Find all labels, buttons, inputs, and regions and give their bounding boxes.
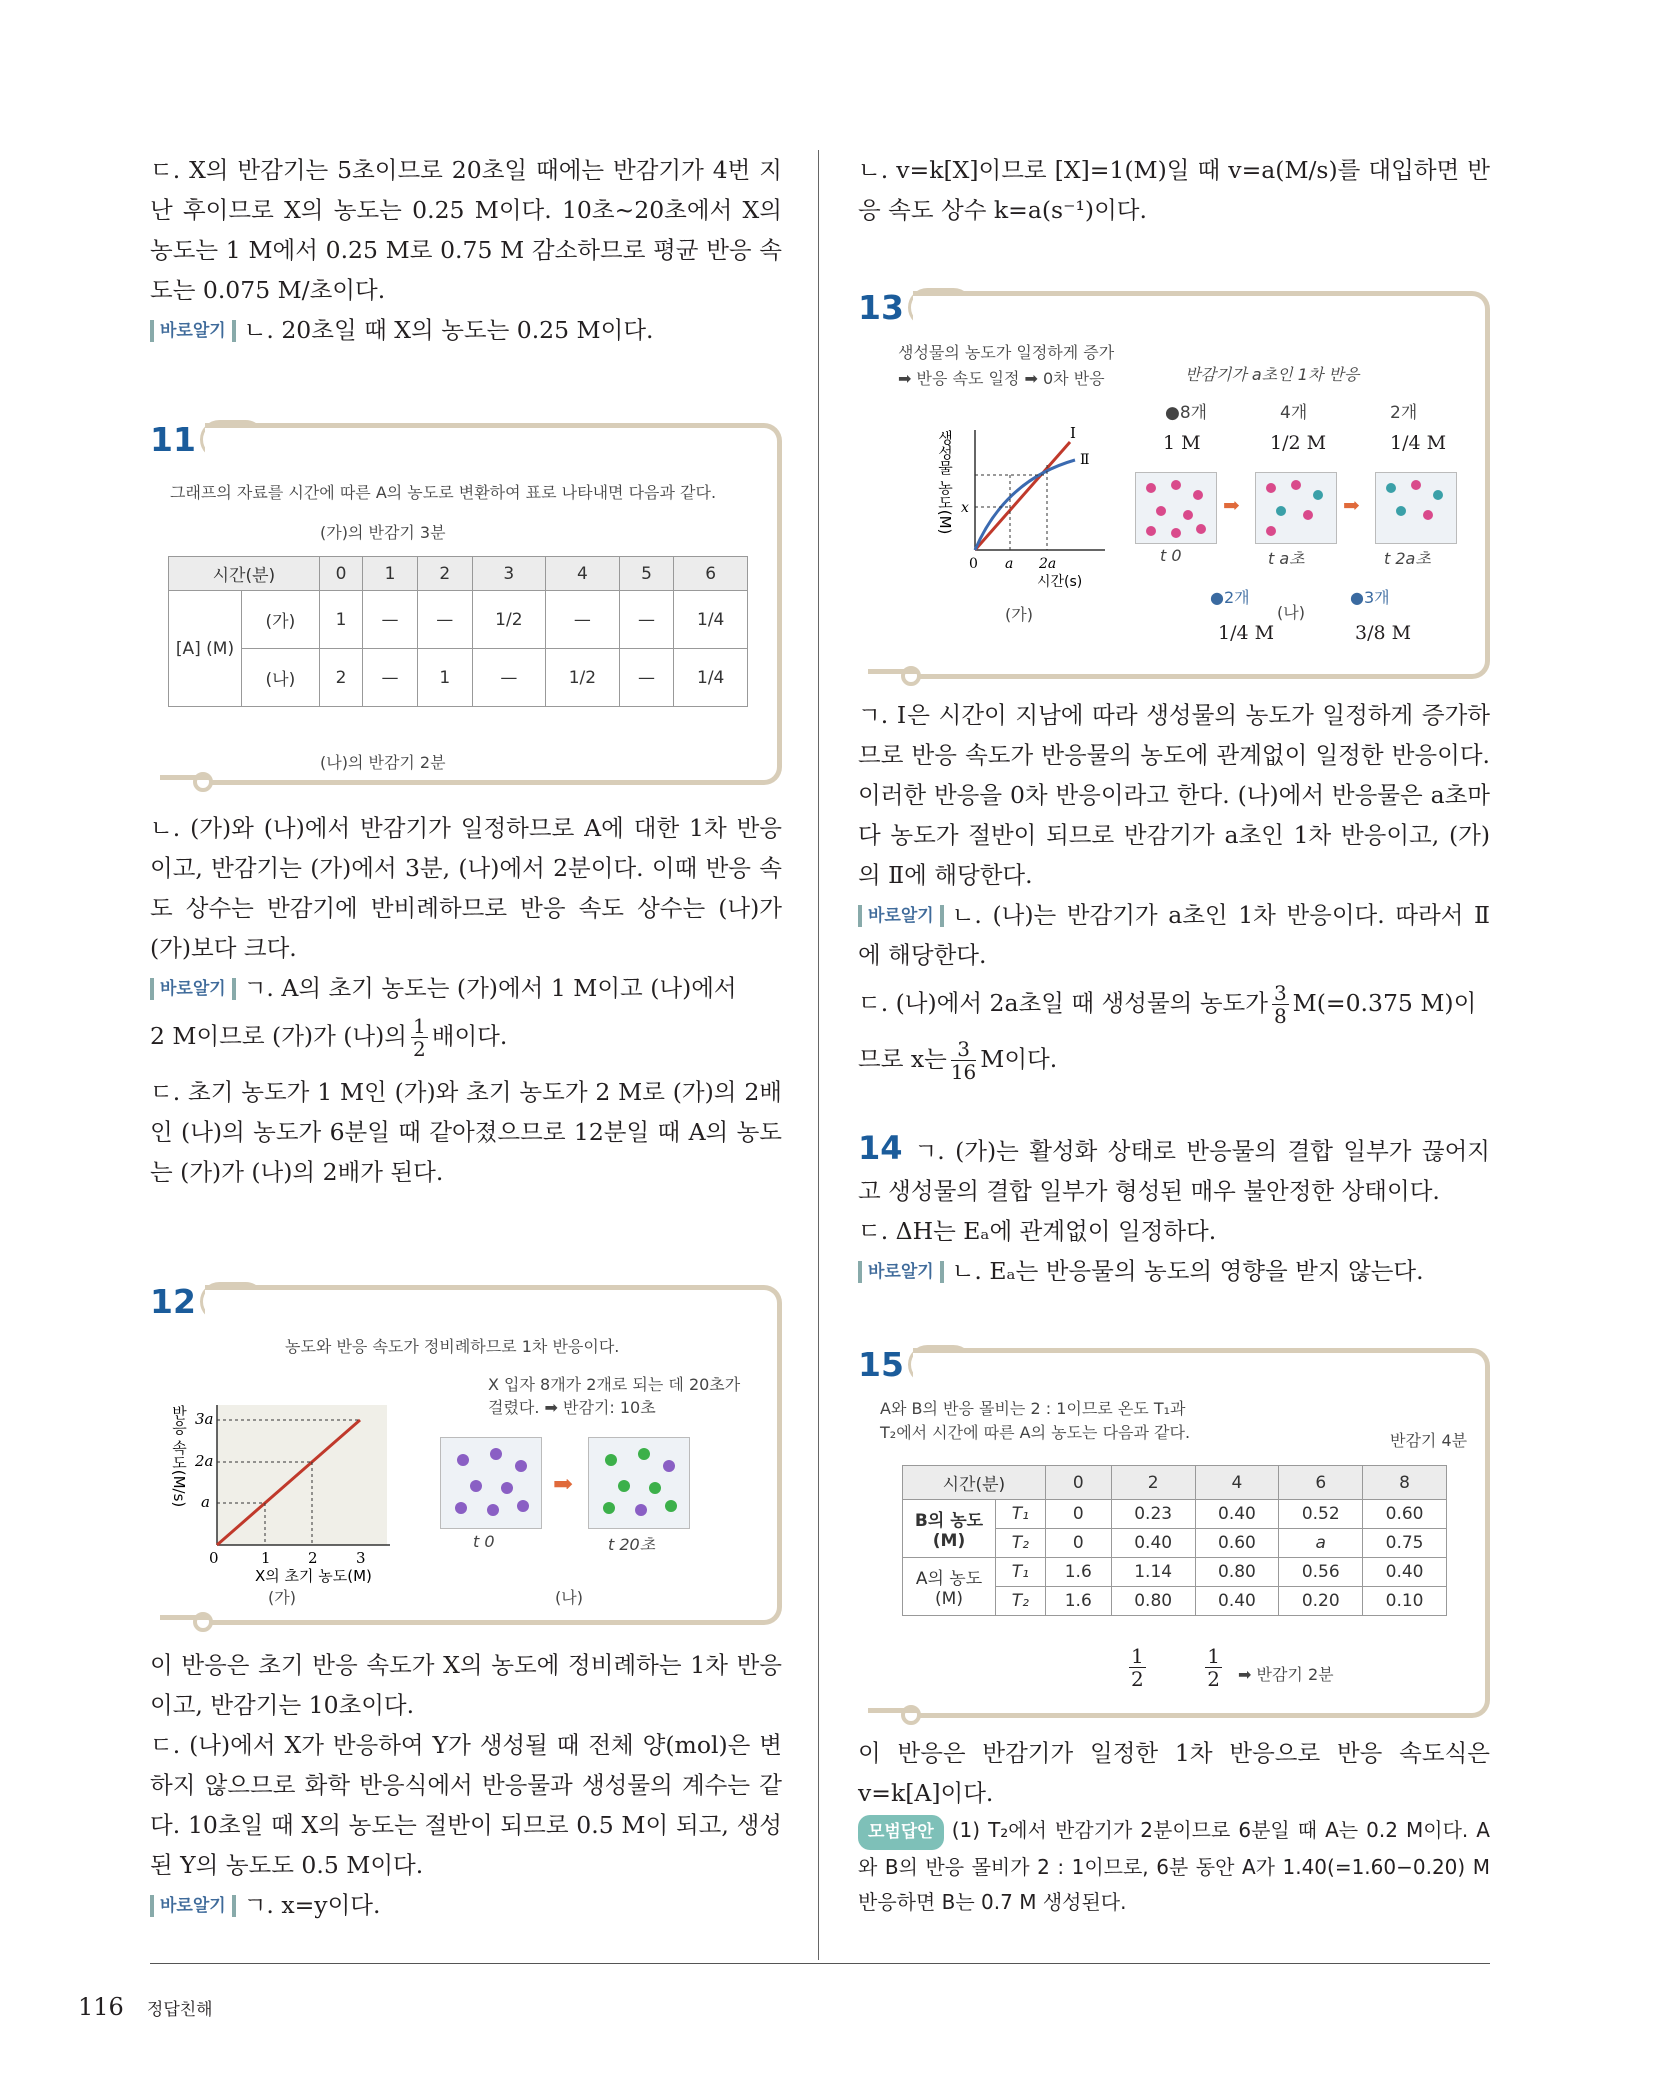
right-column xyxy=(858,150,1490,230)
answer-12-b: ㄴ. v=k[X]이므로 [X]=1(M)일 때 v=a(M/s)를 대입하면 반응 속도 상수 k=a(s⁻¹)이다. xyxy=(858,156,1490,224)
q15-table: 시간(분) 0 2 4 6 8 B의 농도(M) T₁ 0 0.23 0.40 0.52 0.60 T₂ 0 0.40 0.60 a 0.75 A의 농도(M) T₁ 1.6 1.14 0.80 0.56 0.40 T₂ 1.6 0.80 0.40 0.20 0.10 xyxy=(902,1465,1447,1616)
left-column-mid: ㄴ. (가)와 (나)에서 반감기가 일정하므로 A에 대한 1차 반응이고, 반감기는 (가)에서 3분, (나)에서 2분이다. 이때 반응 속도 상수는 반감기에 반비례하므로 반응 속도 상수는 (나)가 (가)보다 크다. 바로알기 ㄱ. A의 초기 농도는 (가)에서 1 M이고 (나)에서 2 M이므로 (가)가 (나)의 $\frac{1}{2}$ 배이다. ㄷ. 초기 농도가 1 M인 (가)와 초기 농도가 2 M로 (가)의 2배인 (나)의 농도가 6분일 때 같아졌으므로 12분일 때 A의 농도는 (가)가 (나)의 2배가 된다. xyxy=(150,808,782,1192)
q12-cap-b: (나) xyxy=(555,1588,583,1607)
q13-cap-b: (나) xyxy=(1277,603,1305,622)
q13-box-ta xyxy=(1255,472,1337,544)
q15-header: 15 xyxy=(858,1345,1069,1384)
q12-ytick: a xyxy=(201,1493,210,1511)
svg-text:a: a xyxy=(1005,556,1014,572)
q13-line-I xyxy=(975,442,1070,550)
right-column-bottom: 이 반응은 반감기가 일정한 1차 반응으로 반응 속도식은 v=k[A]이다. 모범답안 (1) T₂에서 반감기가 2분이므로 6분일 때 A는 0.2 M이다. A와 B의 반응 몰비가 2 : 1이므로, 6분 동안 A가 1.40(=1.60−0.20) M 반응하면 B는 0.7 M 생성된다. xyxy=(858,1733,1490,1920)
q12-ytick: 3a xyxy=(195,1410,214,1428)
svg-text:0: 0 xyxy=(969,556,978,572)
q13-note2: ➡ 반응 속도 일정 ➡ 0차 반응 xyxy=(898,369,1105,388)
q12-note1: 농도와 반응 속도가 정비례하므로 1차 반응이다. xyxy=(285,1337,620,1356)
q12-box-t20 xyxy=(588,1437,690,1529)
q12-xtick: 3 xyxy=(356,1549,366,1567)
q12-ylabel: 반응 속도(M/s) xyxy=(170,1405,188,1508)
q12-xtick: 0 xyxy=(209,1549,219,1567)
q13-header: 13 xyxy=(858,288,1069,327)
footer xyxy=(78,1993,213,2021)
right-column-mid: ㄱ. Ⅰ은 시간이 지남에 따라 생성물의 농도가 일정하게 증가하므로 반응 속도가 반응물의 농도에 관계없이 일정한 반응이다. 이러한 반응을 0차 반응이라고 한다. (나)에서 반응물은 a초마다 농도가 절반이 되므로 반감기가 a초인 1차 반응이고, (가)의 Ⅱ에 해당한다. 바로알기 ㄴ. (나)는 반감기가 a초인 1차 반응이다. 따라서 Ⅱ에 해당한다. ㄷ. (나)에서 2a초일 때 생성물의 농도가 $\frac{3}{8}$ M(=0.375 M)이 므로 x는 $\frac{3}{16}$ M이다. xyxy=(858,695,1490,1087)
q13-graph xyxy=(925,420,1125,600)
svg-text:Ⅰ: Ⅰ xyxy=(1070,424,1076,442)
q12-xtick: 1 xyxy=(261,1549,271,1567)
q12-ytick: 2a xyxy=(195,1452,214,1470)
svg-text:x: x xyxy=(961,500,969,516)
q12-time-0: t 0 xyxy=(473,1532,495,1551)
answer-13-a: ㄱ. Ⅰ은 시간이 지남에 따라 생성물의 농도가 일정하게 증가하므로 반응 속도가 반응물의 농도에 관계없이 일정한 반응이다. 이러한 반응을 0차 반응이라고 한다. (나)에서 반응물은 a초마다 농도가 절반이 되므로 반감기가 a초인 1차 반응이고, (가)의 Ⅱ에 해당한다. xyxy=(858,701,1490,889)
q13-note1: 생성물의 농도가 일정하게 증가 xyxy=(898,343,1115,362)
q12-xlabel: X의 초기 농도(M) xyxy=(255,1567,372,1585)
answer-15-summary: 이 반응은 반감기가 일정한 1차 반응으로 반응 속도식은 v=k[A]이다. xyxy=(858,1739,1490,1807)
q12-header: 12 xyxy=(150,1282,361,1321)
answer-12-a: 이 반응은 초기 반응 속도가 X의 농도에 정비례하는 1차 반응이고, 반감기는 10초이다. xyxy=(150,1651,782,1719)
q11-note-top: (가)의 반감기 3분 xyxy=(320,523,446,542)
q13-arrow-icon: ➡ xyxy=(1223,493,1240,517)
q13-note3: 반감기가 a초인 1차 반응 xyxy=(1185,365,1360,384)
svg-text:2a: 2a xyxy=(1039,556,1057,572)
q15-half-fractions: $\frac{1}{2}$ $\frac{1}{2}$ xyxy=(1131,1644,1220,1691)
q14-section: 14 ㄱ. (가)는 활성화 상태로 반응물의 결합 일부가 끊어지고 생성물의 결합 일부가 형성된 매우 불안정한 상태이다. ㄷ. ΔH는 Eₐ에 관계없이 일정하다. 바로알기 ㄴ. Eₐ는 반응물의 농도의 영향을 받지 않는다. xyxy=(858,1129,1490,1285)
answer-12-c: ㄷ. (나)에서 X가 반응하여 Y가 생성될 때 전체 양(mol)은 변하지 않으므로 화학 반응식에서 반응물과 생성물의 계수는 같다. 10초일 때 X의 농도는 절반이 되므로 0.5 M이 되고, 생성된 Y의 농도도 0.5 M이다. xyxy=(150,1731,782,1879)
fraction-half: $\frac{1}{2}$ xyxy=(413,1014,426,1061)
q11-time-label: 시간(분) xyxy=(169,557,320,591)
q12-graph xyxy=(165,1395,405,1595)
page-number: 116 xyxy=(78,1993,124,2021)
q12-box-t0 xyxy=(440,1437,542,1529)
svg-text:생성물 농도(M): 생성물 농도(M) xyxy=(936,430,954,535)
q13-cap-a: (가) xyxy=(1005,605,1033,624)
q11-intro: 그래프의 자료를 시간에 따른 A의 농도로 변환하여 표로 나타내면 다음과 같다. xyxy=(170,483,717,502)
q11-number: 11 xyxy=(150,420,196,459)
svg-text:Ⅱ: Ⅱ xyxy=(1080,452,1090,468)
q13-arrow-icon: ➡ xyxy=(1343,493,1360,517)
wrong-tag: 바로알기 xyxy=(150,320,236,342)
q12-xtick: 2 xyxy=(308,1549,318,1567)
footer-label: 정답친해 xyxy=(146,2000,213,2020)
q11-table: 시간(분) 0 1 2 3 4 5 6 [A] (M) (가) 1 — — 1/2 — — 1/4 (나) 2 — 1 — 1/2 — 1/4 xyxy=(168,556,748,707)
left-column-bottom: 이 반응은 초기 반응 속도가 X의 농도에 정비례하는 1차 반응이고, 반감기는 10초이다. ㄷ. (나)에서 X가 반응하여 Y가 생성될 때 전체 양(mol)은 변하지 않으므로 화학 반응식에서 반응물과 생성물의 계수는 같다. 10초일 때 X의 농도는 절반이 되므로 0.5 M이 되고, 생성된 Y의 농도도 0.5 M이다. 바로알기 ㄱ. x=y이다. xyxy=(150,1645,782,1925)
q13-box-t2a xyxy=(1375,472,1457,544)
q11-note-bottom: (나)의 반감기 2분 xyxy=(320,753,446,772)
answer-10-wrong: 바로알기 ㄴ. 20초일 때 X의 농도는 0.25 M이다. xyxy=(150,310,782,350)
q12-note2: X 입자 8개가 2개로 되는 데 20초가 걸렸다. ➡ 반감기: 10초 xyxy=(488,1375,741,1417)
left-column xyxy=(150,150,782,350)
answer-11-c: ㄷ. 초기 농도가 1 M인 (가)와 초기 농도가 2 M로 (가)의 2배인 (나)의 농도가 6분일 때 같아졌으므로 12분일 때 A의 농도는 (가)가 (나)의 2배가 된다. xyxy=(150,1078,782,1186)
answer-11-b: ㄴ. (가)와 (나)에서 반감기가 일정하므로 A에 대한 1차 반응이고, 반감기는 (가)에서 3분, (나)에서 2분이다. 이때 반응 속도 상수는 반감기에 반비례하므로 반응 속도 상수는 (나)가 (가)보다 크다. xyxy=(150,814,782,962)
q13-line-II xyxy=(975,460,1075,550)
q11-row-label: [A] (M) xyxy=(169,591,242,707)
q12-cap-a: (가) xyxy=(268,1588,296,1607)
answer-10-c: ㄷ. X의 반감기는 5초이므로 20초일 때에는 반감기가 4번 지난 후이므로 X의 농도는 0.25 M이다. 10초~20초에서 X의 농도는 1 M에서 0.25 M로 0.75 M 감소하므로 평균 반응 속도는 0.075 M/초이다. xyxy=(150,156,782,304)
q12-time-20: t 20초 xyxy=(608,1535,656,1554)
svg-text:시간(s): 시간(s) xyxy=(1037,574,1083,590)
q12-arrow-icon: ➡ xyxy=(553,1470,574,1498)
q13-box-t0 xyxy=(1135,472,1217,544)
model-answer-tag: 모범답안 xyxy=(858,1815,944,1850)
footer-rule xyxy=(150,1963,1490,1964)
column-divider xyxy=(818,150,819,1960)
